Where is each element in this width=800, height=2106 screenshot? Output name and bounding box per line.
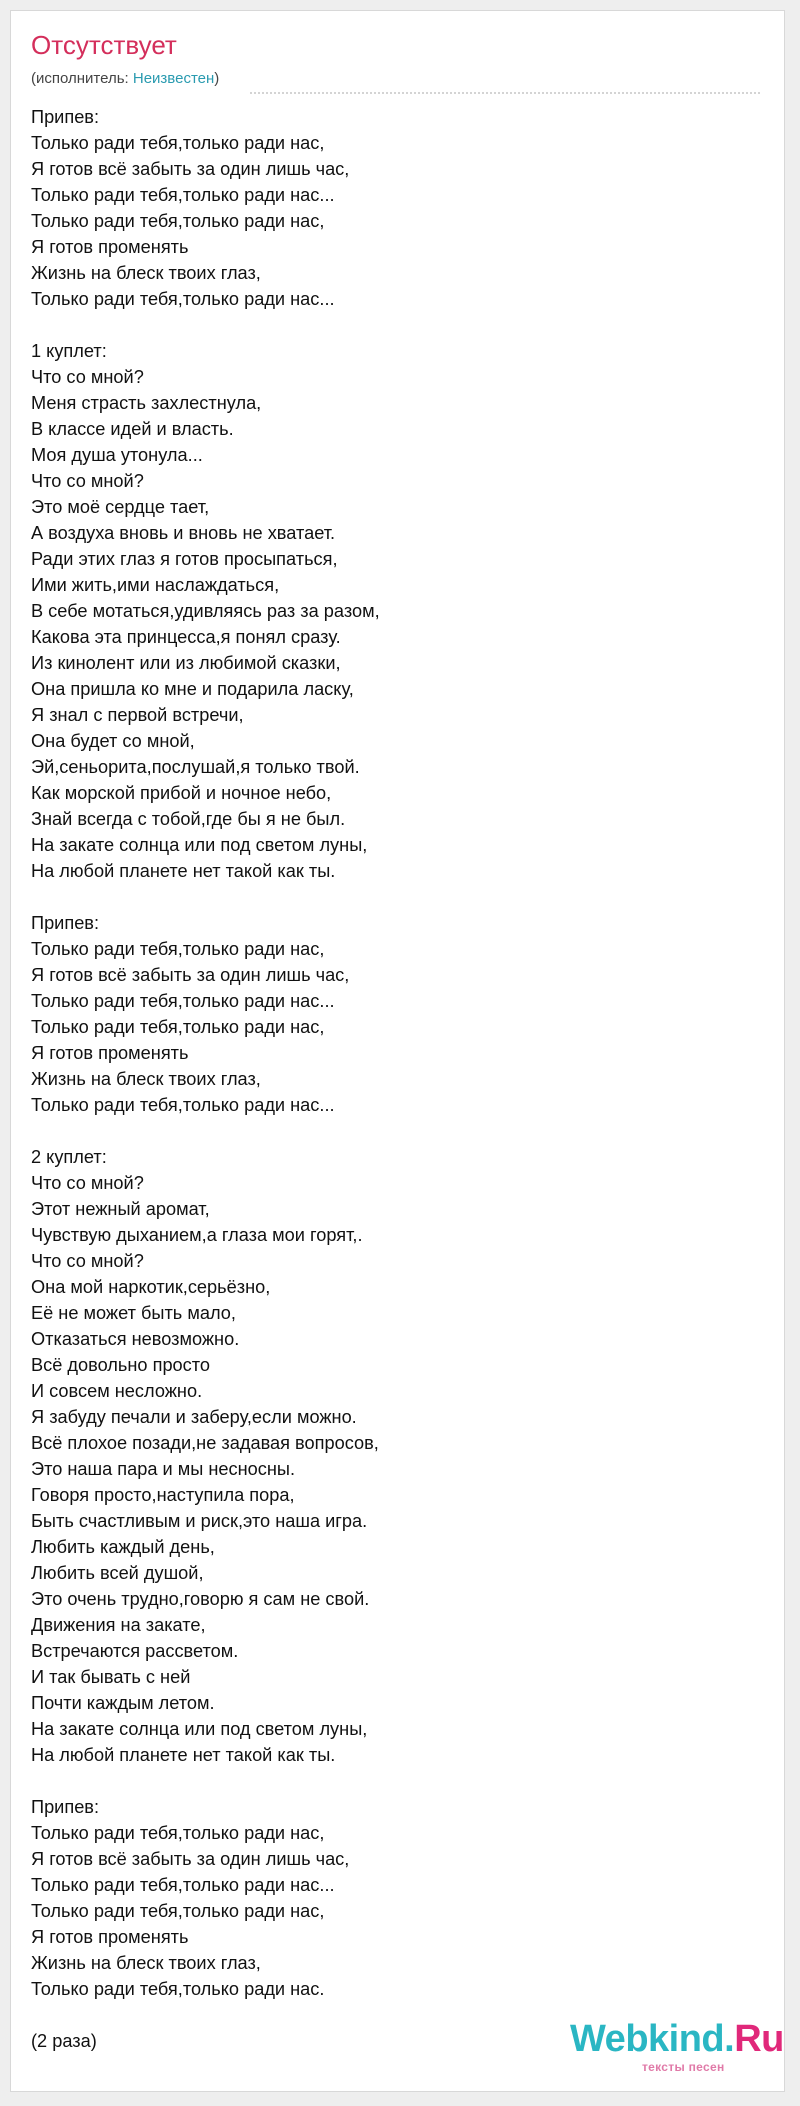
lyric-line: И совсем несложно. [31, 1381, 203, 1401]
lyric-line: В классе идей и власть. [31, 419, 234, 439]
lyric-line: Это наша пара и мы несносны. [31, 1459, 296, 1479]
logo-wordmark [570, 2020, 784, 2058]
lyric-line: Я готов променять [31, 237, 189, 257]
lyric-line: Я готов променять [31, 1043, 189, 1063]
lyric-line: Только ради тебя,только ради нас, [31, 939, 325, 959]
lyric-line: На закате солнца или под светом луны, [31, 1719, 368, 1739]
lyric-line: Я забуду печали и заберу,если можно. [31, 1407, 357, 1427]
song-title: Отсутствует [31, 30, 177, 60]
lyric-line: Почти каждым летом. [31, 1693, 215, 1713]
lyric-line: Припев: [31, 107, 100, 127]
lyrics-body [31, 104, 751, 2054]
lyric-line: Всё плохое позади,не задавая вопросов, [31, 1433, 379, 1453]
lyric-line: Что со мной? [31, 367, 144, 387]
lyric-line: Что со мной? [31, 1173, 144, 1193]
lyric-line: Отказаться невозможно. [31, 1329, 240, 1349]
site-logo[interactable] [570, 2018, 784, 2090]
lyric-line: Встречаются рассветом. [31, 1641, 239, 1661]
lyric-line: Этот нежный аромат, [31, 1199, 210, 1219]
lyric-line: Из кинолент или из любимой сказки, [31, 653, 341, 673]
lyric-line: 1 куплет: [31, 341, 107, 361]
lyric-line: Припев: [31, 913, 100, 933]
lyric-line: Любить каждый день, [31, 1537, 215, 1557]
lyric-line: В себе мотаться,удивляясь раз за разом, [31, 601, 380, 621]
lyric-line: Это очень трудно,говорю я сам не свой. [31, 1589, 370, 1609]
lyric-line: Только ради тебя,только ради нас, [31, 1901, 325, 1921]
logo-tagline: тексты песен [642, 2060, 725, 2074]
lyric-blank-line [31, 1118, 751, 1144]
lyric-line: Только ради тебя,только ради нас... [31, 1095, 335, 1115]
logo-tld: Ru [734, 2018, 784, 2060]
lyric-line: Меня страсть захлестнула, [31, 393, 262, 413]
lyric-line: Она будет со мной, [31, 731, 195, 751]
lyric-line: Она мой наркотик,серьёзно, [31, 1277, 271, 1297]
lyric-line: Всё довольно просто [31, 1355, 211, 1375]
lyric-line: Жизнь на блеск твоих глаз, [31, 1069, 261, 1089]
lyric-line: Я готов всё забыть за один лишь час, [31, 1849, 350, 1869]
lyric-line: Знай всегда с тобой,где бы я не был. [31, 809, 346, 829]
lyric-line: Только ради тебя,только ради нас... [31, 185, 335, 205]
lyric-line: Любить всей душой, [31, 1563, 204, 1583]
lyric-line: Ради этих глаз я готов просыпаться, [31, 549, 338, 569]
lyric-line: Движения на закате, [31, 1615, 206, 1635]
lyric-line: Только ради тебя,только ради нас... [31, 1875, 335, 1895]
lyric-blank-line [31, 884, 751, 910]
artist-suffix: ) [214, 70, 220, 87]
lyric-line: Жизнь на блеск твоих глаз, [31, 1953, 261, 1973]
lyric-line: Какова эта принцесса,я понял сразу. [31, 627, 341, 647]
logo-dot: . [724, 2018, 735, 2060]
header-divider [250, 92, 760, 94]
lyric-line: И так бывать с ней [31, 1667, 191, 1687]
lyric-line: Быть счастливым и риск,это наша игра. [31, 1511, 368, 1531]
lyric-line: Припев: [31, 1797, 100, 1817]
lyric-blank-line [31, 312, 751, 338]
lyric-line: (2 раза) [31, 2031, 97, 2051]
lyric-line: Что со мной? [31, 1251, 144, 1271]
lyric-line: Я готов променять [31, 1927, 189, 1947]
lyric-line: На любой планете нет такой как ты. [31, 861, 336, 881]
lyric-line: Только ради тебя,только ради нас, [31, 1823, 325, 1843]
lyric-line: Только ради тебя,только ради нас... [31, 991, 335, 1011]
lyric-line: Жизнь на блеск твоих глаз, [31, 263, 261, 283]
lyric-line: 2 куплет: [31, 1147, 107, 1167]
lyric-line: Что со мной? [31, 471, 144, 491]
artist-link[interactable]: Неизвестен [132, 70, 215, 87]
lyric-line: Только ради тебя,только ради нас... [31, 289, 335, 309]
lyric-line: Только ради тебя,только ради нас, [31, 211, 325, 231]
artist-prefix: (исполнитель: [31, 70, 133, 87]
lyric-line: Я готов всё забыть за один лишь час, [31, 965, 350, 985]
lyric-line: На любой планете нет такой как ты. [31, 1745, 336, 1765]
artist-line [31, 70, 219, 88]
lyric-line: Ими жить,ими наслаждаться, [31, 575, 280, 595]
lyric-line: Моя душа утонула... [31, 445, 203, 465]
lyric-line: Это моё сердце тает, [31, 497, 210, 517]
lyric-line: Только ради тебя,только ради нас, [31, 133, 325, 153]
lyric-line: Как морской прибой и ночное небо, [31, 783, 332, 803]
lyric-line: Говоря просто,наступила пора, [31, 1485, 295, 1505]
lyric-line: Только ради тебя,только ради нас. [31, 1979, 325, 1999]
lyric-line: Чувствую дыханием,а глаза мои горят,. [31, 1225, 363, 1245]
lyric-line: Только ради тебя,только ради нас, [31, 1017, 325, 1037]
lyric-line: Я знал с первой встречи, [31, 705, 244, 725]
lyric-line: Она пришла ко мне и подарила ласку, [31, 679, 354, 699]
logo-brand: Webkind [570, 2018, 725, 2060]
lyric-line: Эй,сеньорита,послушай,я только твой. [31, 757, 360, 777]
lyric-line: А воздуха вновь и вновь не хватает. [31, 523, 336, 543]
lyric-line: Её не может быть мало, [31, 1303, 236, 1323]
lyric-line: На закате солнца или под светом луны, [31, 835, 368, 855]
lyric-blank-line [31, 1768, 751, 1794]
lyric-line: Я готов всё забыть за один лишь час, [31, 159, 350, 179]
